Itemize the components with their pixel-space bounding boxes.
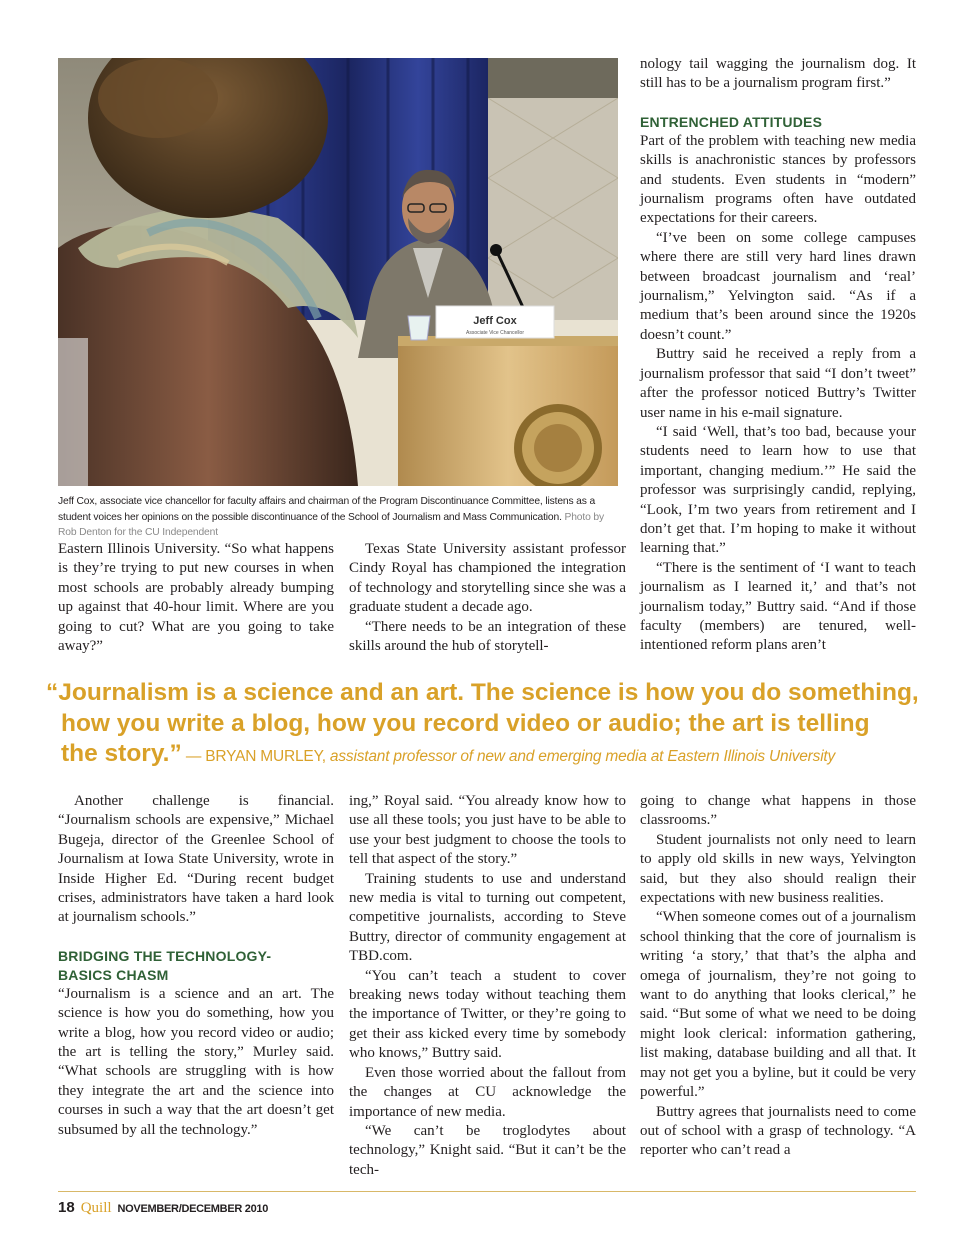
pull-quote bbox=[46, 678, 926, 773]
photo-caption bbox=[58, 494, 618, 541]
magazine-name: Quill bbox=[80, 1200, 112, 1216]
lower-column-1 bbox=[58, 792, 334, 1140]
pull-quote-line: the story.” bbox=[61, 740, 182, 767]
paragraph: nology tail wagging the journalism dog. It still has to be a journalism program first.” bbox=[640, 56, 916, 92]
caption-text: Jeff Cox, associate vice chancellor for faculty affairs and chairman of the Program Discontinuance Committee, listens as a student voices her opinions on the possible discontinuance of the School of Journalism and Mass Communication. bbox=[58, 496, 596, 523]
paragraph: going to change what happens in those classrooms.” bbox=[640, 793, 916, 829]
page-footer bbox=[58, 1199, 268, 1217]
upper-column-2 bbox=[349, 540, 626, 656]
paragraph: “We can’t be troglodytes about technology,” Knight said. “But it can’t be the tech- bbox=[349, 1122, 626, 1178]
lower-column-2 bbox=[349, 792, 626, 1180]
section-heading: ENTRENCHED ATTITUDES bbox=[640, 113, 823, 130]
paragraph: Eastern Illinois University. “So what happens is they’re trying to put new courses in when most schools are probably already bumping up against that 40-hour limit. Where are you going to cut? What are you going to take away?” bbox=[58, 541, 334, 655]
paragraph: Part of the problem with teaching new media skills is anachronistic stances by professors and students. Even students in “modern” journalism programs often have outdated expectations for their careers. bbox=[640, 132, 916, 227]
pull-quote-line: how you write a blog, how you record video or audio; the art is telling bbox=[61, 709, 870, 737]
paragraph: Buttry agrees that journalists need to come out of school with a grasp of technology. “A reporter who can’t read a bbox=[640, 1103, 916, 1159]
lower-column-3 bbox=[640, 792, 916, 1161]
paragraph: Buttry said he received a reply from a journalism professor that said “I don’t tweet” after the professor noticed Buttry’s Twitter user name in his e-mail signature. bbox=[640, 346, 916, 421]
nameplate-name: Jeff Cox bbox=[473, 315, 517, 327]
page-number: 18 bbox=[58, 1199, 75, 1216]
paragraph: Another challenge is financial. “Journalism schools are expensive,” Michael Bugeja, director of the Greenlee School of Journalism at Iowa State University, wrote in Inside Higher Ed. “During recent budget crises, administrators have taken a hard look at journalism schools.” bbox=[58, 793, 334, 926]
paragraph: Texas State University assistant professor Cindy Royal has championed the integration of technology and storytelling since she was a graduate student a decade ago. bbox=[349, 541, 626, 616]
paragraph: “When someone comes out of a journalism school thinking that the core of journalism is writing ‘a story,’ that that’s the alpha and omega of journalism, they’re not going to want to do anything that looks clerical,” he said. “But some of what we need to be doing might look clerical: information gathering, list making, database building and all that. It may not get you a byline, but it could be very powerful.” bbox=[640, 909, 916, 1101]
footer-rule bbox=[58, 1191, 916, 1192]
section-heading bbox=[58, 947, 334, 985]
paragraph: “There is the sentiment of ‘I want to teach journalism as I learned it,’ and that’s not journalism today,” Buttry said. “And if those faculty (members) are tenured, well-intentioned reform plans aren’t bbox=[640, 559, 916, 654]
upper-column-3 bbox=[640, 55, 916, 656]
paragraph: “There needs to be an integration of these skills around the hub of storytell- bbox=[349, 618, 626, 655]
nameplate-title: Associate Vice Chancellor bbox=[466, 330, 524, 336]
paragraph: Even those worried about the fallout from the changes at CU acknowledge the importance of new media. bbox=[349, 1064, 626, 1120]
article-photo bbox=[58, 58, 618, 486]
paragraph: “I said ‘Well, that’s too bad, because your students need to learn how to use that important, changing medium.’” He said the professor was surprisingly candid, replying, “Look, I’m two years from retirement and I don’t get that. I’m hoping to make it without learning that.” bbox=[640, 423, 916, 557]
paragraph: Student journalists not only need to learn to apply old skills in new ways, Yelvington said, but they also should realign their expectations with new business realities. bbox=[640, 831, 916, 907]
pull-quote-line: “Journalism is a science and an art. The science is how you do something, bbox=[46, 679, 919, 706]
paragraph: “You can’t teach a student to cover breaking news today without teaching them the importance of Twitter, or they’re going to get their ass kicked every time by somebody who knows,” Buttry said. bbox=[349, 967, 626, 1062]
photo-illustration bbox=[58, 58, 618, 486]
paragraph: ing,” Royal said. “You already know how to use all these tools; you just have to be able to use your best judgment to choose the tools to tell that aspect of the story.” bbox=[349, 793, 626, 868]
paragraph: Training students to use and understand new media is vital to turning out competent, competitive journalists, according to Steve Buttry, director of community engagement at TBD.com. bbox=[349, 870, 626, 965]
upper-column-1 bbox=[58, 540, 334, 656]
paragraph: “I’ve been on some college campuses where there are still very hard lines drawn between broadcast journalism and ‘real’ journalism,” Yelvington said. “As if a medium that’s been around since the 1920s doesn’t count.” bbox=[640, 229, 916, 343]
paragraph: “Journalism is a science and an art. The science is how you do something, how you write a blog, how you record video or audio; the art is telling the story,” Murley said. “What schools are struggling with is how they integrate the art and the science into courses in such a way that the art doesn’t get subsumed by all the technology.” bbox=[58, 985, 334, 1138]
pull-quote-attribution-title: assistant professor of new and emerging media at Eastern Illinois University bbox=[325, 748, 836, 765]
issue-date: NOVEMBER/DECEMBER 2010 bbox=[117, 1203, 269, 1215]
section-heading-line: BASICS CHASM bbox=[58, 966, 169, 983]
section-heading-line: BRIDGING THE TECHNOLOGY- bbox=[58, 947, 272, 964]
photo-credit: Photo by Rob Denton for the CU Independent bbox=[58, 511, 604, 539]
pull-quote-attribution-name: — BRYAN MURLEY, bbox=[181, 748, 326, 765]
